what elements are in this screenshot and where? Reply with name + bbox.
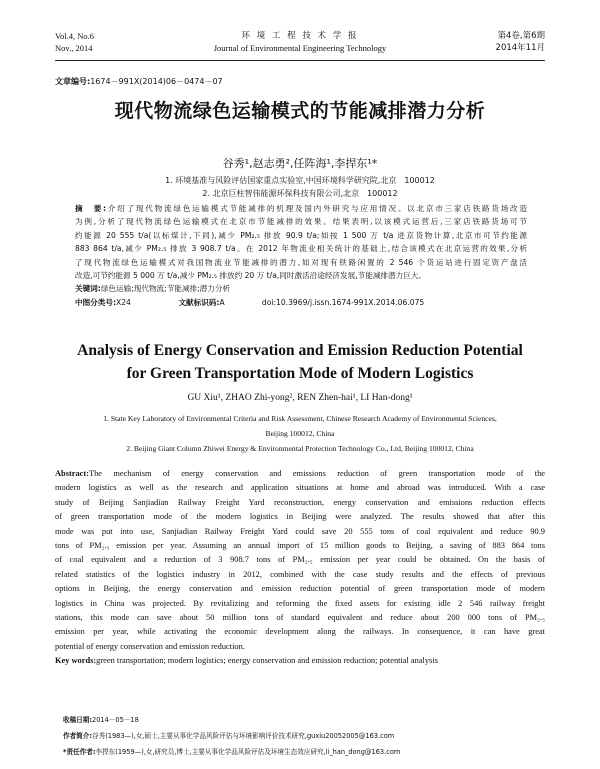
abstract-cn-label: 摘 要: — [75, 204, 107, 213]
doc-code-value: A — [219, 297, 225, 307]
corresponding-author — [63, 744, 400, 760]
affiliation-en-1-cont: Beijing 100012, China — [265, 429, 335, 438]
affiliation-1: 1. 环境基准与风险评估国家重点实验室,中国环境科学研究院,北京 100012 — [165, 176, 435, 185]
authors-cn: 谷秀¹,赵志勇²,任阵海¹,李捍东¹* — [222, 157, 378, 170]
article-number-label: 文章编号: — [55, 77, 91, 86]
footnotes — [63, 712, 400, 760]
author-bio — [63, 728, 400, 744]
abstract-cn-line: 883 864 t/a,减少 PM₂.₅ 排放 3 908.7 t/a。在 2012 年物流业相关统计的基础上,结合该模式在北京运营的效果,分析 — [75, 244, 527, 254]
abstract-en-line: study of Beijing Sanjiadian Railway Freight Yard reconstruction, energy conservation and emissions reduction effects — [55, 497, 545, 507]
journal-name — [150, 30, 450, 54]
volume-info-en — [55, 30, 94, 54]
abstract-en-line: emission per year, while activating the economic development along the railways. In consequence, it can have great — [55, 627, 545, 637]
footnote-value: 2014－05－18 — [92, 716, 139, 724]
affiliations-cn — [0, 174, 600, 200]
issue-date-cn: 2014年11月 — [495, 43, 545, 53]
title-en-line: for Green Transportation Mode of Modern Logistics — [126, 365, 474, 382]
abstract-cn-line: 为例,分析了现代物流绿色运输模式在北京市节能减排的效果。结果表明,以该模式运营后,三家店铁路货场可节 — [75, 217, 527, 227]
keywords-cn — [75, 282, 527, 295]
abstract-en-line: of green transportation mode of the modern logistics in Beijing were analyzed. The results showed that after this — [55, 512, 545, 522]
journal-name-cn: 环 境 工 程 技 术 学 报 — [241, 31, 359, 41]
abstract-en-line: modern logistics as well as the research and application situations at home and abroad was introduced. With a case — [55, 483, 545, 493]
abstract-en-line: logistics in China was projected. By revitalizing and reforming the fixed assets for existing idle 2 546 railway freight — [55, 598, 545, 608]
abstract-en-line: mode was put into use, Sanjiadian Railway Freight Yard could save 20 555 tons of coal equivalent and reduce 90.9 — [55, 526, 545, 536]
keywords-en — [55, 654, 545, 668]
article-number — [55, 76, 223, 87]
header-divider — [55, 60, 545, 61]
abstract-en-line: stations, this mode can save about 50 million tons of standard equivalent and reduce about 200 000 tons of PM₂.₅ — [55, 613, 545, 623]
footnote-label: 收稿日期: — [63, 716, 93, 724]
keywords-cn-label: 关键词: — [75, 284, 101, 294]
abstract-en-line: of coal equivalent and a reduction of 3 908.7 tons of PM₂.₅ emission per year could be obtained. On the basis of — [55, 555, 545, 565]
title-en — [0, 339, 600, 385]
affiliation-2: 2. 北京巨柱智伟能源环保科技有限公司,北京 100012 — [202, 189, 398, 198]
footnote-label: 作者简介: — [63, 732, 93, 740]
abstract-cn-line: 改造,可节约能源 5 000 万 t/a,减少 PM₂.₅ 排放约 20 万 t/a,同时激活沿途经济发展,节能减排潜力巨大。 — [75, 271, 426, 281]
abstract-cn-line: 介绍了现代物流绿色运输模式节能减排的机理及国内外研究与应用情况。以北京市三家店铁路货场改造 — [106, 204, 527, 213]
abstract-cn-line: 约能源 20 555 t/a(以标煤计,下同),减少 PM₂.₅ 排放 90.9 t/a;如按 1 500 万 t/a 进京货物计算,北京市可节约能源 — [75, 230, 527, 240]
volume-info-cn — [496, 30, 545, 54]
affiliation-en-1: 1. State Key Laboratory of Environmental Criteria and Risk Assessment, Chinese Research Academy of Environmental Sciences, — [103, 414, 497, 423]
abstract-cn-line: 了现代物流绿色运输模式对我国物流业节能减排的潜力,如对现有铁路闲置的 2 546 个货运站进行固定资产盘活 — [75, 257, 527, 267]
doi: doi:10.3969/j.issn.1674-991X.2014.06.075 — [261, 297, 425, 307]
volume-number-cn: 第4卷,第6期 — [497, 31, 545, 41]
affiliation-en-2: 2. Beijing Giant Column Zhiwei Energy & Environmental Protection Technology Co., Ltd, Beijing 100012, China — [126, 444, 474, 453]
abstract-en — [55, 467, 545, 669]
abstract-en-line: tons of PM₂.₅ emission per year. Assuming an annual import of 15 million goods to Beijing, a saving of 883 864 tons — [55, 541, 545, 551]
article-number-value: 1674－991X(2014)06－0474－07 — [90, 77, 223, 86]
classification — [75, 296, 527, 309]
received-date — [63, 712, 400, 728]
abstract-en-line: The mechanism of energy conservation and emissions reduction of green transportation mode of the — [88, 469, 545, 478]
keywords-en-value: green transportation; modern logistics; energy conservation and emission reduction; potential analysis — [96, 656, 438, 666]
issue-date: Nov., 2014 — [55, 43, 93, 53]
abstract-cn — [75, 202, 527, 309]
volume-number: Vol.4, No.6 — [55, 31, 95, 41]
clc-label: 中图分类号: — [75, 297, 117, 307]
keywords-en-label: Key words: — [55, 656, 97, 666]
keywords-cn-value: 绿色运输;现代物流;节能减排;潜力分析 — [100, 284, 231, 294]
footnote-value: 谷秀(1983—),女,硕士,主要从事化学品风险评估与环境影响评价技术研究,guxiu20052005@163.com — [92, 732, 395, 740]
clc-value: X24 — [116, 297, 131, 307]
abstract-en-line: options in Beijing, the energy conservation and emission reduction potential of green transportation mode of modern — [55, 584, 545, 594]
journal-name-en: Journal of Environmental Engineering Technology — [213, 43, 387, 53]
title-cn: 现代物流绿色运输模式的节能减排潜力分析 — [114, 100, 486, 122]
footnote-value: 李捍东(1959—),女,研究员,博士,主要从事化学品风险评估及环境生态效应研究,li_han_dong@163.com — [95, 748, 401, 756]
footnote-label: *责任作者: — [63, 748, 96, 756]
abstract-en-line: related statistics of the logistics industry in 2012, combined with the case study results and the effects of previous — [55, 569, 545, 579]
doc-code-label: 文献标识码: — [178, 297, 220, 307]
title-en-line: Analysis of Energy Conservation and Emission Reduction Potential — [77, 342, 523, 359]
affiliations-en — [0, 411, 600, 456]
abstract-en-line: potential of energy conservation and emission reduction. — [55, 641, 245, 651]
abstract-en-label: Abstract: — [55, 469, 89, 478]
authors-en: GU Xiu¹, ZHAO Zhi-yong², REN Zhen-hai¹, LI Han-dong¹ — [187, 393, 413, 403]
